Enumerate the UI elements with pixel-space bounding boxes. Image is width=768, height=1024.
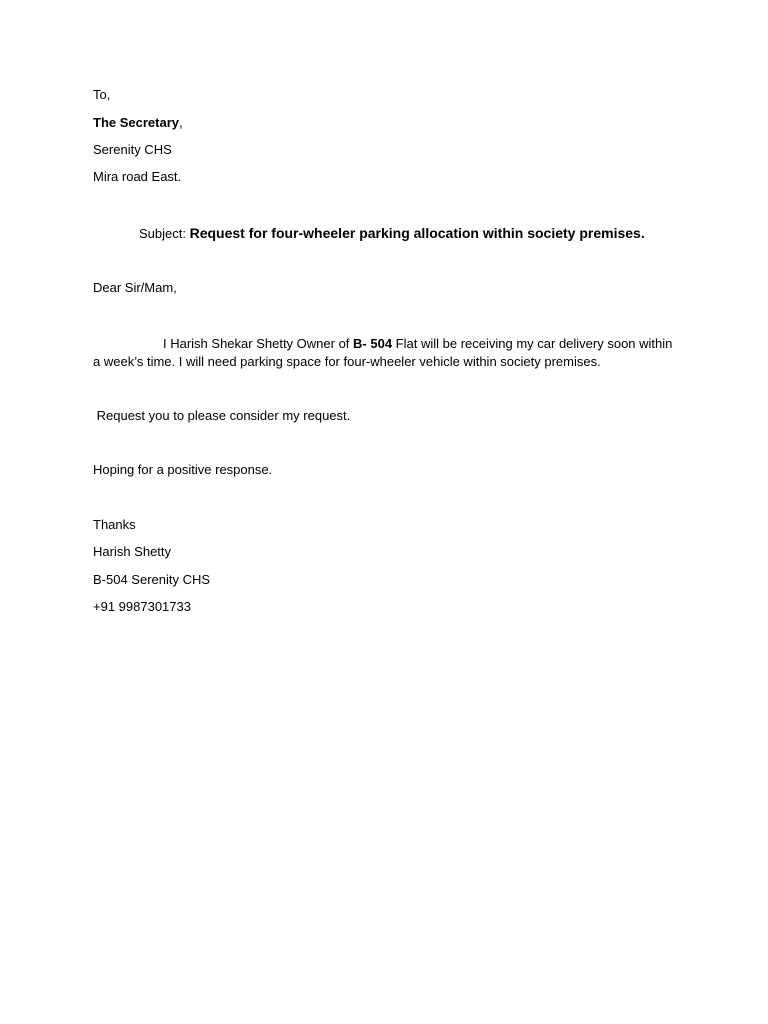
address-society: Serenity CHS	[93, 142, 172, 157]
body-part1: I Harish Shekar Shetty Owner of	[163, 336, 354, 351]
recipient-comma: ,	[179, 115, 183, 130]
recipient-title: The Secretary	[93, 115, 179, 130]
address-location: Mira road East.	[93, 169, 182, 184]
body-part2: Flat will be receiving my car delivery soon within a week’s time. I will need parking space for four-wheeler vehicle within society premises.	[93, 336, 673, 369]
subject-line	[139, 224, 645, 243]
signature-address: B-504 Serenity CHS	[93, 572, 211, 587]
hoping-line: Hoping for a positive response.	[93, 462, 273, 477]
request-line: Request you to please consider my request.	[93, 408, 351, 423]
salutation: Dear Sir/Mam,	[93, 280, 177, 295]
signature-name: Harish Shetty	[93, 544, 172, 559]
flat-number: B- 504	[353, 336, 393, 351]
subject-label: Subject:	[139, 226, 186, 241]
signature-phone: +91 9987301733	[93, 599, 191, 614]
body-paragraph	[93, 335, 683, 370]
subject-text: Request for four-wheeler parking allocation within society premises.	[189, 225, 645, 241]
address-to: To,	[93, 87, 111, 102]
closing: Thanks	[93, 517, 136, 532]
address-recipient	[93, 115, 183, 131]
